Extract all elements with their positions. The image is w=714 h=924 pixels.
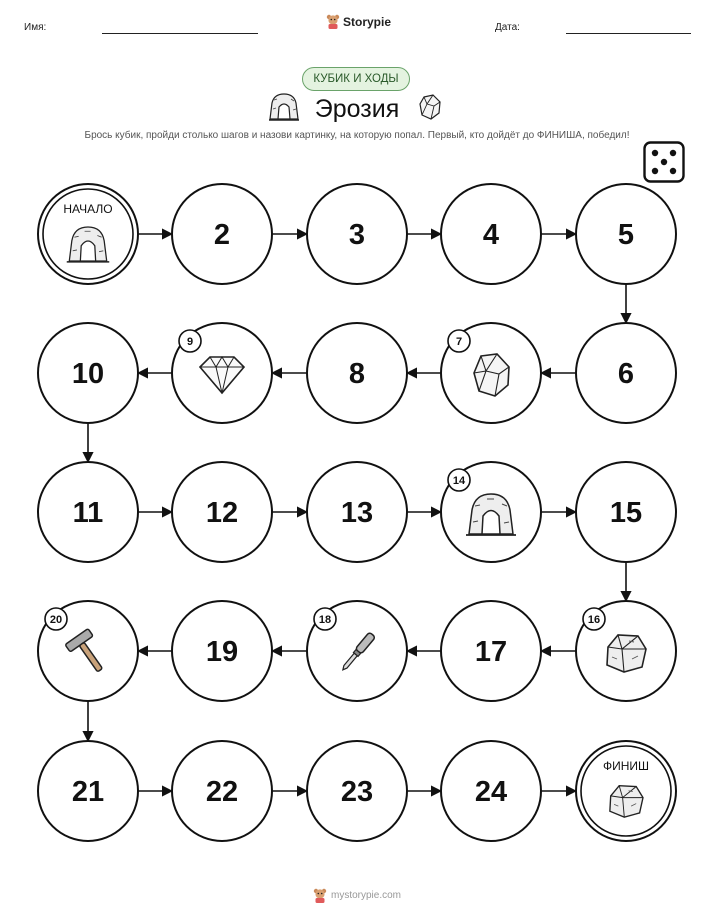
footer bbox=[0, 888, 714, 903]
board-cell-10[interactable] bbox=[38, 323, 138, 423]
board-cell-25[interactable] bbox=[576, 741, 676, 841]
board-cell-4[interactable] bbox=[441, 184, 541, 284]
brand-name: Storypie bbox=[343, 14, 392, 29]
date-label: Дата: bbox=[495, 22, 520, 33]
cell-number: 13 bbox=[340, 497, 374, 529]
cell-number: 8 bbox=[348, 358, 366, 390]
board-cell-6[interactable] bbox=[576, 323, 676, 423]
board-cell-1[interactable] bbox=[38, 184, 138, 284]
board-cell-19[interactable] bbox=[172, 601, 272, 701]
board-cell-16[interactable] bbox=[576, 601, 676, 701]
board-cell-2[interactable] bbox=[172, 184, 272, 284]
name-label: Имя: bbox=[24, 22, 47, 33]
board-cell-3[interactable] bbox=[307, 184, 407, 284]
cell-number: 14 bbox=[452, 475, 466, 487]
cell-number: 2 bbox=[213, 219, 231, 251]
game-type-badge: КУБИК И ХОДЫ bbox=[302, 67, 410, 91]
board-cell-14[interactable] bbox=[441, 462, 541, 562]
bear-mascot-icon bbox=[313, 888, 327, 903]
instructions: Брось кубик, пройди столько шагов и назови картинку, на которую попал. Первый, кто дойдёт до ФИНИША, победил! bbox=[84, 130, 630, 141]
cell-number: 19 bbox=[205, 636, 239, 668]
board-cell-22[interactable] bbox=[172, 741, 272, 841]
cell-number: 22 bbox=[205, 776, 239, 808]
cell-number: 18 bbox=[318, 614, 332, 626]
cell-number: 20 bbox=[49, 614, 63, 626]
cell-number: 23 bbox=[340, 776, 374, 808]
cell-number: 5 bbox=[617, 219, 635, 251]
board-cell-23[interactable] bbox=[307, 741, 407, 841]
board-cell-15[interactable] bbox=[576, 462, 676, 562]
board-cell-5[interactable] bbox=[576, 184, 676, 284]
cell-number: 17 bbox=[474, 636, 508, 668]
board-cell-13[interactable] bbox=[307, 462, 407, 562]
footer-site: mystorypie.com bbox=[330, 890, 401, 901]
start-label: НАЧАЛО bbox=[63, 202, 113, 216]
cell-number: 24 bbox=[474, 776, 508, 808]
board-cell-12[interactable] bbox=[172, 462, 272, 562]
board-cell-9[interactable] bbox=[172, 323, 272, 423]
cell-number: 11 bbox=[72, 497, 104, 529]
rock-icon bbox=[607, 635, 646, 672]
cell-number: 21 bbox=[71, 776, 105, 808]
cell-number: 10 bbox=[71, 358, 105, 390]
board-cell-17[interactable] bbox=[441, 601, 541, 701]
cell-number: 3 bbox=[348, 219, 366, 251]
board-cell-18[interactable] bbox=[307, 601, 407, 701]
cell-number: 7 bbox=[455, 336, 463, 348]
rock-icon bbox=[610, 786, 643, 817]
cell-number: 4 bbox=[482, 219, 500, 251]
page-title: Эрозия bbox=[314, 95, 400, 123]
cell-number: 12 bbox=[205, 497, 239, 529]
cell-number: 16 bbox=[587, 614, 601, 626]
cell-number: 6 bbox=[617, 358, 635, 390]
board-cell-11[interactable] bbox=[38, 462, 138, 562]
cell-number: 15 bbox=[609, 497, 643, 529]
board-cell-24[interactable] bbox=[441, 741, 541, 841]
board-cell-21[interactable] bbox=[38, 741, 138, 841]
board-cell-8[interactable] bbox=[307, 323, 407, 423]
board-cell-7[interactable] bbox=[441, 323, 541, 423]
board-cell-20[interactable] bbox=[38, 601, 138, 701]
cell-number: 9 bbox=[186, 336, 194, 348]
finish-label: ФИНИШ bbox=[602, 759, 650, 773]
